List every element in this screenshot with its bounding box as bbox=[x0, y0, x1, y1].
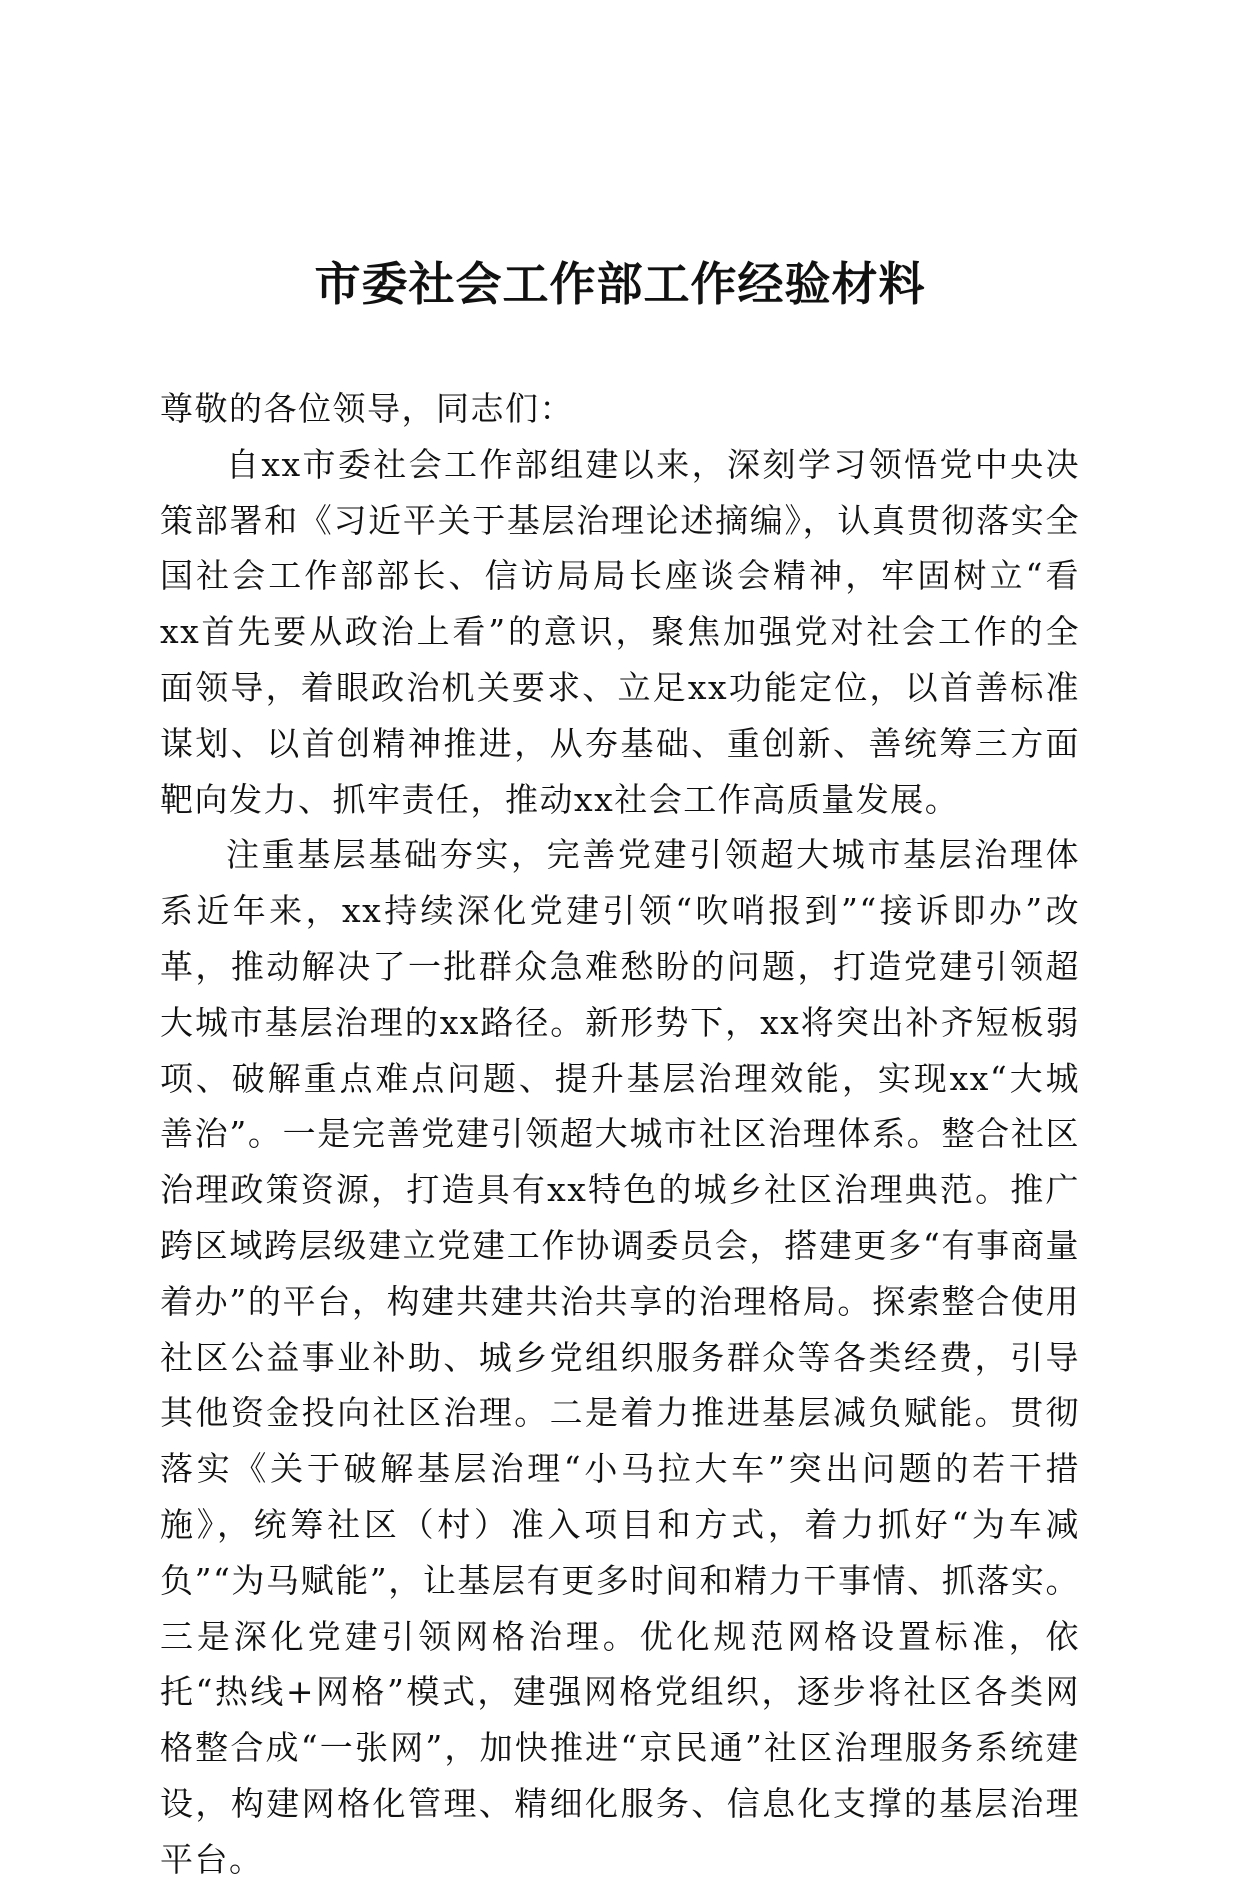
paragraph-grassroots: 注重基层基础夯实，完善党建引领超大城市基层治理体系近年来，xx持续深化党建引领“吹哨报到”“接诉即办”改革，推动解决了一批群众急难愁盼的问题，打造党建引领超大城市基层治理的xx路径。新形势下，xx将突出补齐短板弱项、破解重点难点问题、提升基层治理效能，实现xx“大城善治”。一是完善党建引领超大城市社区治理体系。整合社区治理政策资源，打造具有xx特色的城乡社区治理典范。推广跨区域跨层级建立党建工作协调委员会，搭建更多“有事商量着办”的平台，构建共建共治共享的治理格局。探索整合使用社区公益事业补助、城乡党组织服务群众等各类经费，引导其他资金投向社区治理。二是着力推进基层减负赋能。贯彻落实《关于破解基层治理“小马拉大车”突出问题的若干措施》，统筹社区（村）准入项目和方式，着力抓好“为车减负”“为马赋能”，让基层有更多时间和精力干事情、抓落实。三是深化党建引领网格治理。优化规范网格设置标准，依托“热线+网格”模式，建强网格党组织，逐步将社区各类网格整合成“一张网”，加快推进“京民通”社区治理服务系统建设，构建网格化管理、精细化服务、信息化支撑的基层治理平台。 bbox=[160, 835, 1080, 1879]
paragraph-intro: 自xx市委社会工作部组建以来，深刻学习领悟党中央决策部署和《习近平关于基层治理论述摘编》，认真贯彻落实全国社会工作部部长、信访局局长座谈会精神，牢固树立“看xx首先要从政治上看”的意识，聚焦加强党对社会工作的全面领导，着眼政治机关要求、立足xx功能定位，以首善标准谋划、以首创精神推进，从夯基础、重创新、善统筹三方面靶向发力、抓牢责任，推动xx社会工作高质量发展。 bbox=[160, 444, 1080, 819]
document-title: 市委社会工作部工作经验材料 bbox=[314, 257, 926, 311]
salutation: 尊敬的各位领导，同志们： bbox=[160, 389, 574, 428]
document-body bbox=[160, 381, 1080, 1888]
